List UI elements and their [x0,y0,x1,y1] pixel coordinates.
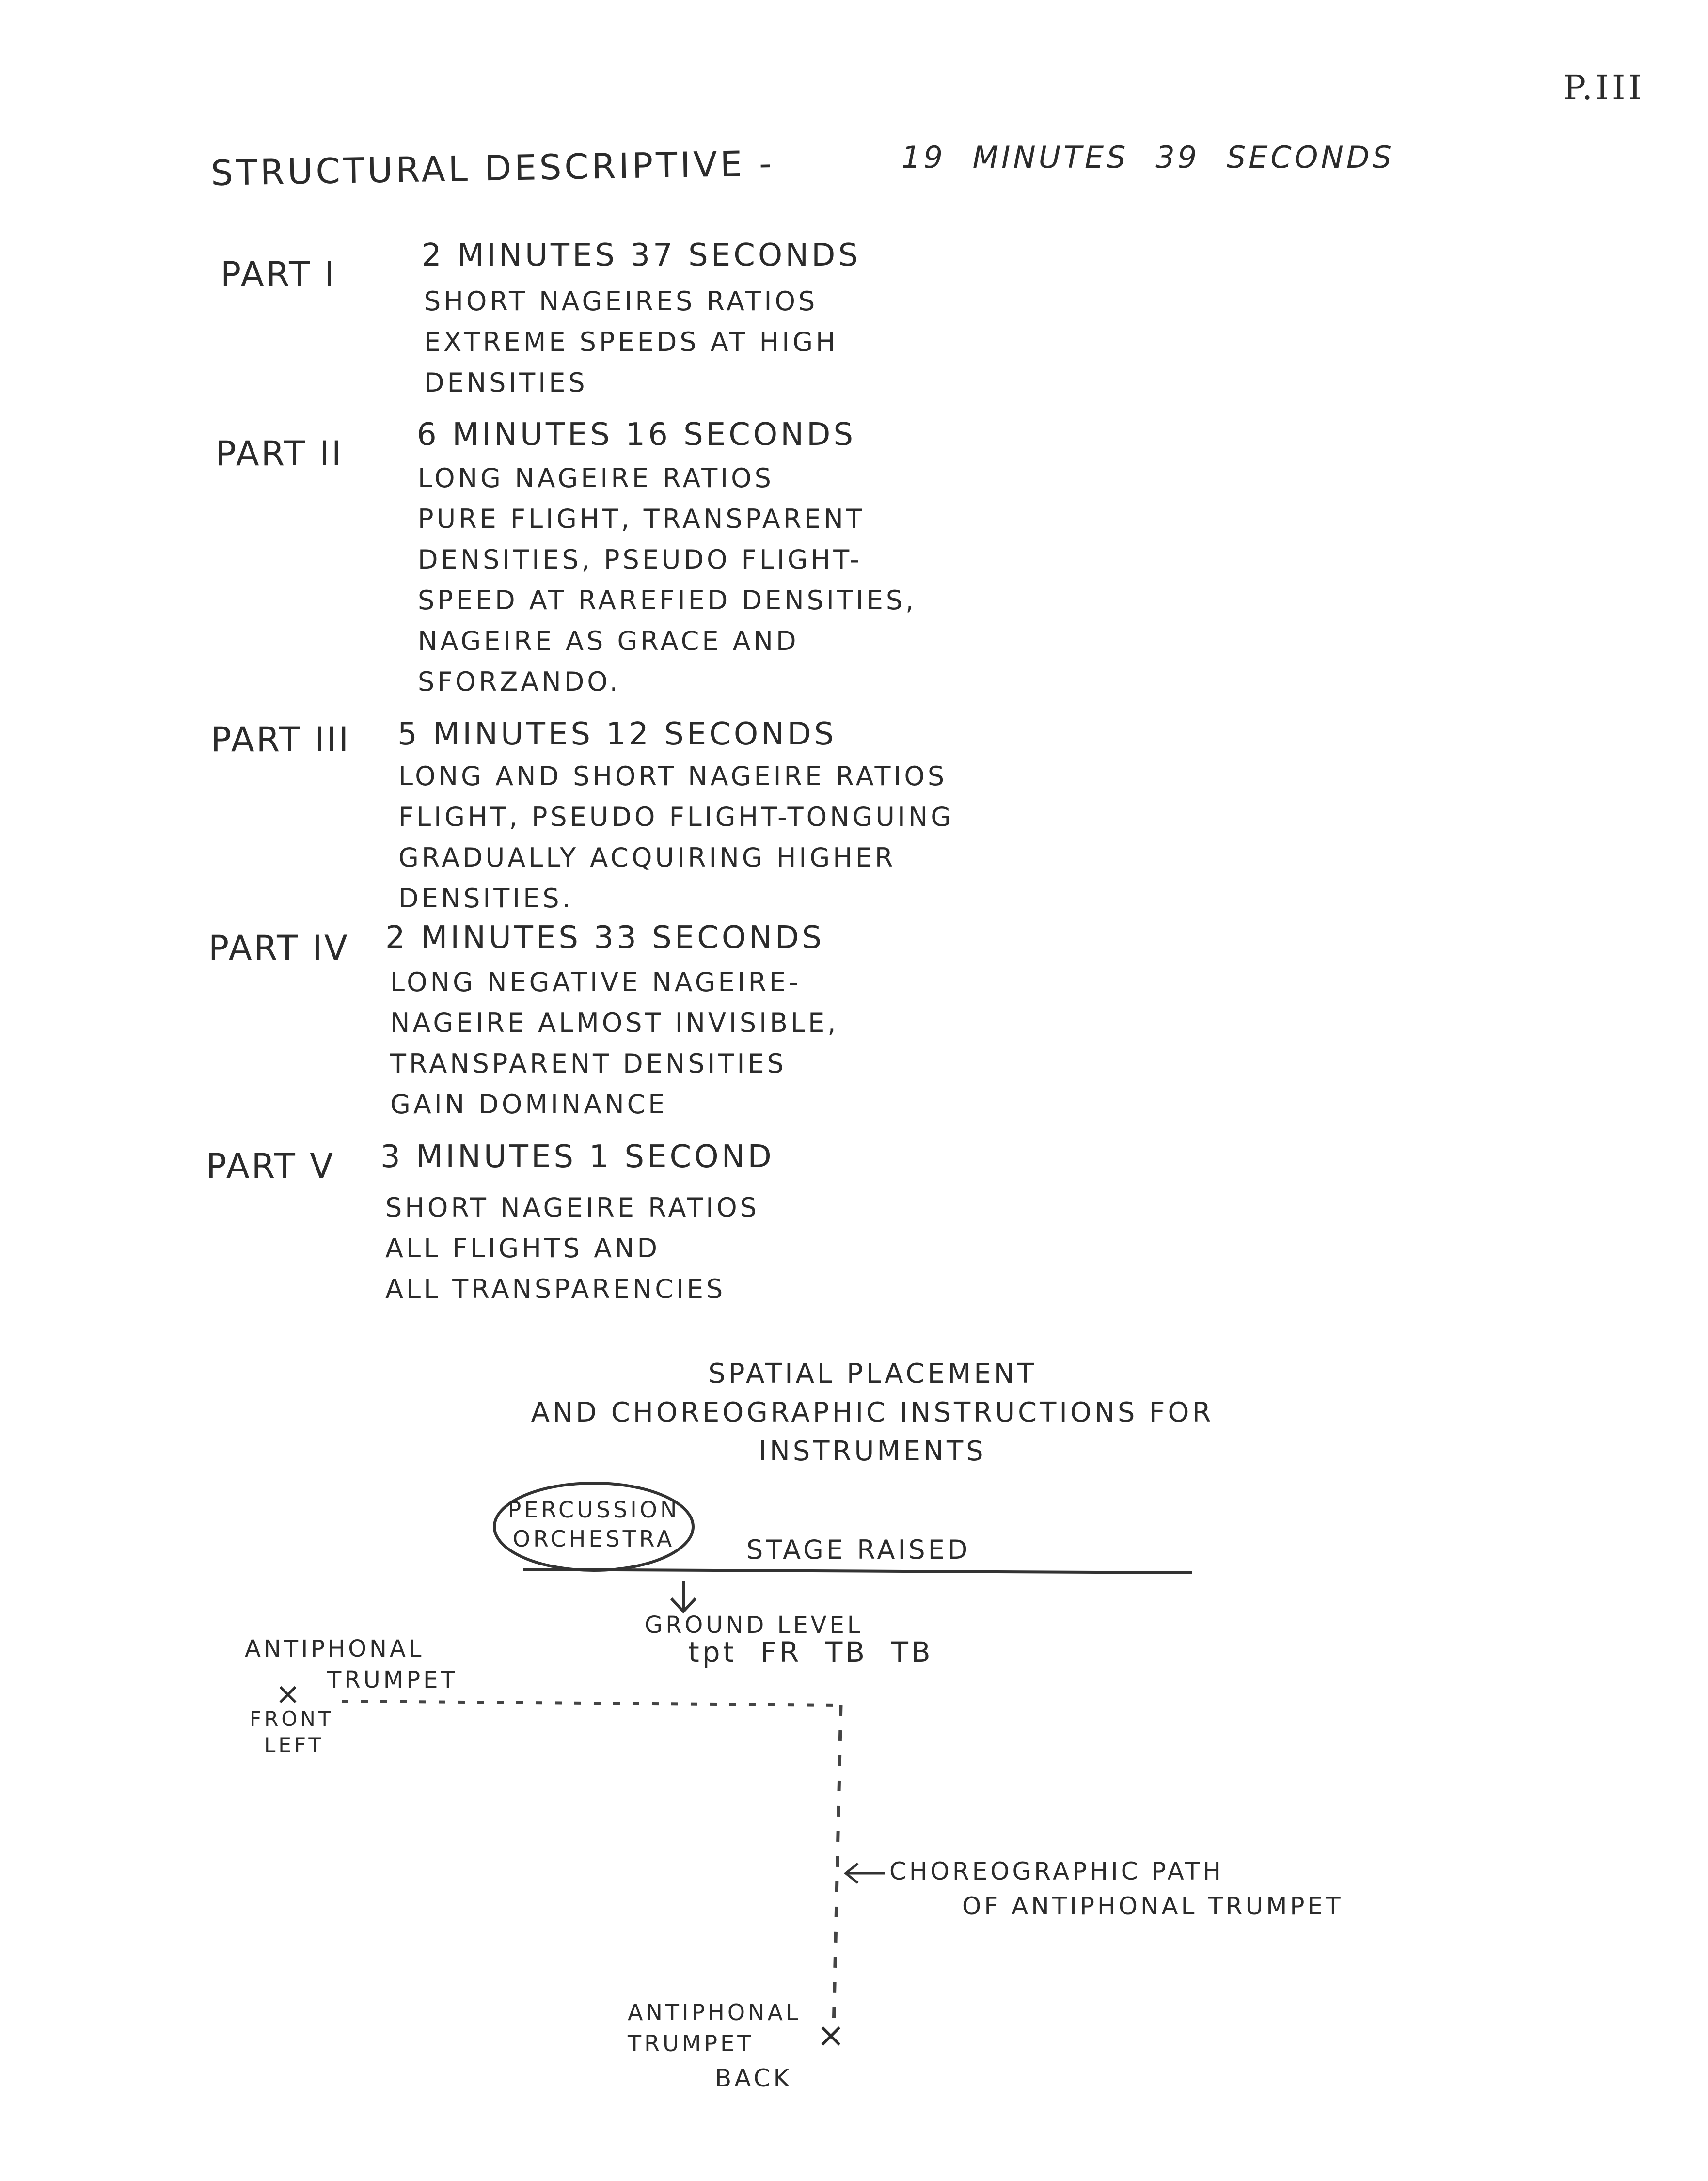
front-trumpet-x-mark: × [275,1676,303,1711]
page-title: STRUCTURAL DESCRIPTIVE - [210,142,775,194]
back-trumpet-x-mark: × [817,2015,848,2055]
description-line: GAIN DOMINANCE [390,1089,668,1120]
part-label: PART III [211,720,351,759]
description-line: ALL FLIGHTS AND [385,1233,661,1264]
description-line: ALL TRANSPARENCIES [385,1274,726,1304]
part-label: PART IV [208,928,349,968]
part-duration: 2 MINUTES 33 SECONDS [385,920,825,956]
percussion-orchestra-label [497,1495,691,1553]
path-pointer-arrow-icon [846,1864,885,1883]
part-duration: 6 MINUTES 16 SECONDS [417,417,856,453]
front-left-label [250,1706,333,1758]
left-line: LEFT [264,1733,324,1757]
antiphonal-line: ANTIPHONAL [245,1635,425,1662]
description-line: LONG NEGATIVE NAGEIRE- [390,967,801,997]
description-line: SHORT NAGEIRE RATIOS [385,1192,759,1223]
description-line: GRADUALLY ACQUIRING HIGHER [398,842,896,873]
stage-raised-label: STAGE RAISED [746,1534,971,1565]
orchestra-line: ORCHESTRA [512,1526,675,1552]
part-label: PART I [221,254,336,294]
description-line: EXTREME SPEEDS AT HIGH [424,327,838,357]
part-label: PART V [206,1146,335,1186]
description-line: TRANSPARENT DENSITIES [390,1048,787,1079]
spatial-heading-line: INSTRUMENTS [759,1436,986,1467]
choreographic-path-label [889,1854,1344,1924]
description-line: FLIGHT, PSEUDO FLIGHT-TONGUING [398,802,954,832]
back-label: BACK [715,2064,792,2092]
description-line: PURE FLIGHT, TRANSPARENT [418,504,865,534]
antiphonal-line: ANTIPHONAL [628,1999,801,2025]
description-line: NAGEIRE ALMOST INVISIBLE, [390,1008,839,1038]
part-duration: 2 MINUTES 37 SECONDS [422,237,861,273]
description-line: LONG AND SHORT NAGEIRE RATIOS [398,761,948,791]
ground-level-label: GROUND LEVEL [645,1612,863,1639]
part-label: PART II [216,434,344,474]
trumpet-line: TRUMPET [327,1666,458,1693]
description-line: SHORT NAGEIRES RATIOS [424,286,818,316]
part-duration: 5 MINUTES 12 SECONDS [397,716,837,752]
trumpet-line: TRUMPET [628,2030,754,2056]
description-line: DENSITIES. [398,883,573,914]
total-duration: 19 MINUTES 39 SECONDS [901,140,1394,175]
spatial-heading-line: SPATIAL PLACEMENT [708,1358,1037,1390]
description-line: SFORZANDO. [418,666,621,697]
part-duration: 3 MINUTES 1 SECOND [380,1139,775,1175]
choreographic-path-horizontal [342,1701,841,1705]
ground-arrow-icon [671,1581,696,1612]
back-trumpet-label [628,1997,801,2059]
percussion-line: PERCUSSION [507,1497,680,1523]
page-number: P.III [1563,68,1645,108]
description-line: DENSITIES, PSEUDO FLIGHT- [418,544,862,575]
choreographic-path-vertical [834,1705,841,2028]
spatial-heading-line: AND CHOREOGRAPHIC INSTRUCTIONS FOR [531,1397,1214,1428]
stage-line [523,1569,1192,1573]
front-line: FRONT [250,1707,334,1731]
description-line: DENSITIES [424,367,588,398]
description-line: LONG NAGEIRE RATIOS [418,463,774,493]
description-line: SPEED AT RAREFIED DENSITIES, [418,585,917,616]
path-subline: OF ANTIPHONAL TRUMPET [962,1892,1344,1920]
path-line: CHOREOGRAPHIC PATH [889,1857,1224,1885]
description-line: NAGEIRE AS GRACE AND [418,626,799,656]
instruments-label: tpt FR TB TB [688,1636,933,1669]
